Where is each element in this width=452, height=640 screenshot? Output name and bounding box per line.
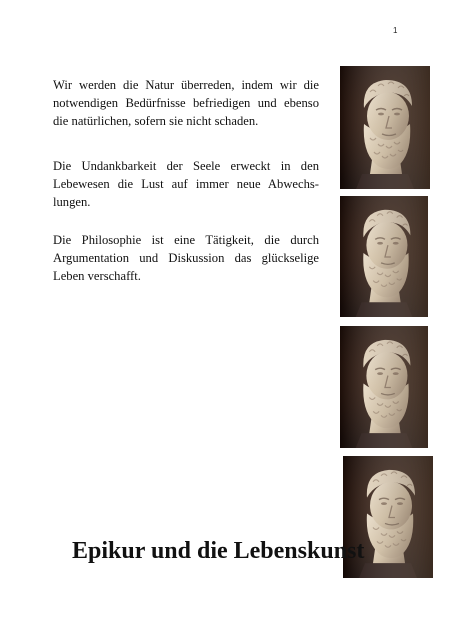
- page-number: 1: [393, 26, 398, 35]
- quote-paragraph-1: Wir werden die Natur überreden, indem wir die notwendigen Bedürfnisse befriedigen und ebenso die natürlichen, sofern sie nicht schaden.: [53, 78, 319, 128]
- bust-photo-3: [340, 326, 428, 448]
- quote-paragraph-3: Die Philosophie ist eine Tätigkeit, die durch Argumentation und Diskussion das glückselige Leben verschafft.: [53, 233, 319, 283]
- bust-photo-1: [340, 66, 430, 189]
- document-title: Epikur und die Lebenskunst: [72, 538, 365, 564]
- bust-photo-2: [340, 196, 428, 317]
- quote-paragraph-2: Die Undankbarkeit der Seele erweckt in den Lebewesen die Lust auf immer neue Abwechslungen.: [53, 159, 319, 209]
